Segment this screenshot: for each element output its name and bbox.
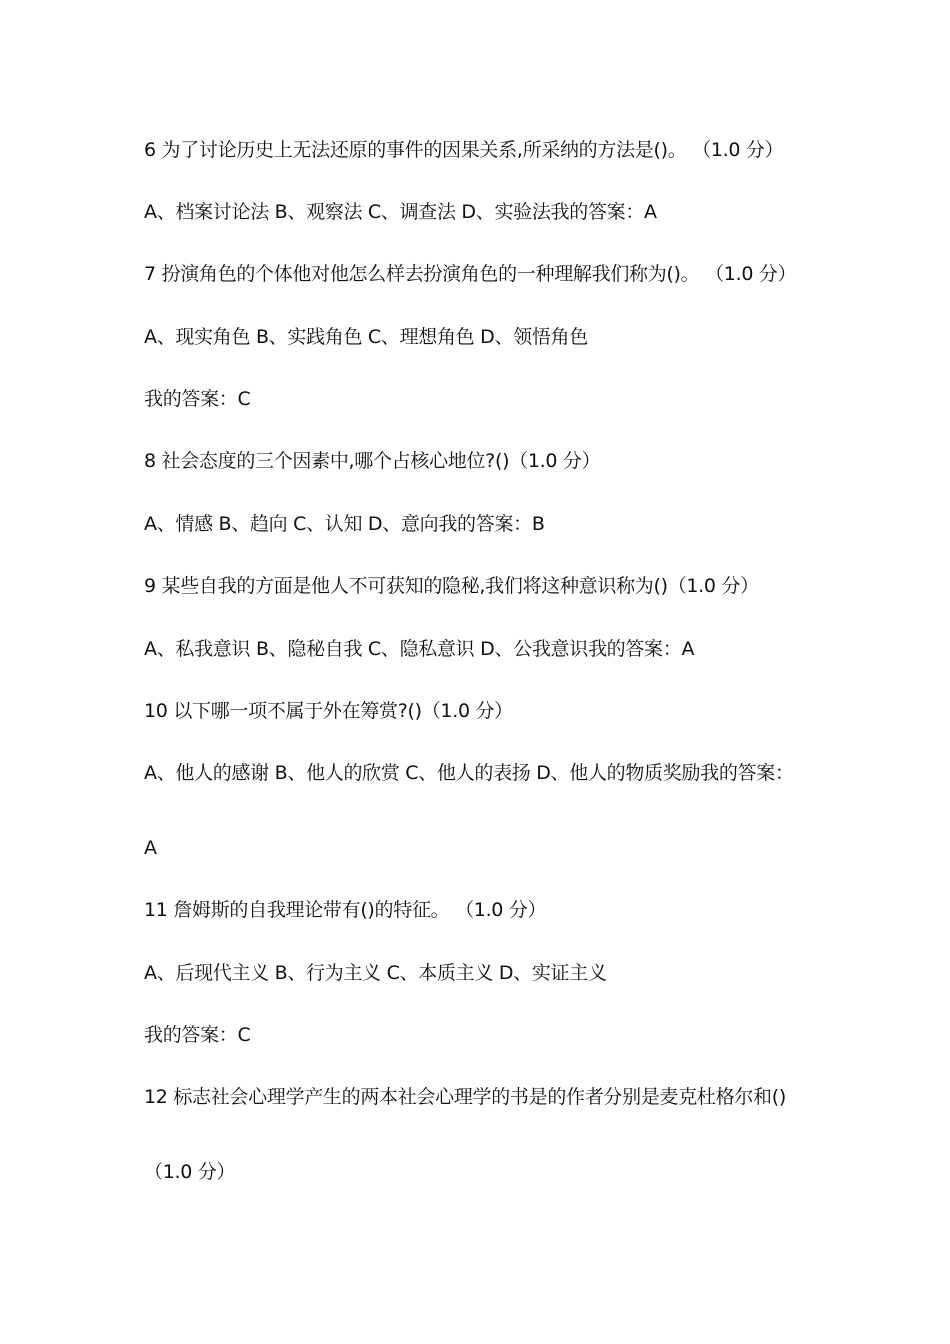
question-11-answer: 我的答案：C <box>144 1024 251 1046</box>
question-10-options: A、他人的感谢 B、他人的欣赏 C、他人的表扬 D、他人的物质奖励我的答案： <box>144 762 794 784</box>
question-8-prompt: 8 社会态度的三个因素中,哪个占核心地位?()（1.0 分） <box>144 450 601 472</box>
question-7-prompt: 7 扮演角色的个体他对他怎么样去扮演角色的一种理解我们称为()。 （1.0 分） <box>144 263 797 285</box>
question-9-prompt: 9 某些自我的方面是他人不可获知的隐秘,我们将这种意识称为()（1.0 分） <box>144 575 759 597</box>
question-12-score: （1.0 分） <box>144 1161 236 1183</box>
question-11-options: A、后现代主义 B、行为主义 C、本质主义 D、实证主义 <box>144 962 607 984</box>
question-7-options: A、现实角色 B、实践角色 C、理想角色 D、领悟角色 <box>144 326 588 348</box>
question-10-prompt: 10 以下哪一项不属于外在筹赏?()（1.0 分） <box>144 700 513 722</box>
question-6-prompt: 6 为了讨论历史上无法还原的事件的因果关系,所采纳的方法是()。 （1.0 分） <box>144 139 784 161</box>
question-9-options-answer: A、私我意识 B、隐秘自我 C、隐私意识 D、公我意识我的答案：A <box>144 638 695 660</box>
question-10-answer: A <box>144 837 157 859</box>
question-7-answer: 我的答案：C <box>144 388 251 410</box>
question-12-prompt: 12 标志社会心理学产生的两本社会心理学的书是的作者分别是麦克杜格尔和() <box>144 1086 786 1108</box>
question-11-prompt: 11 詹姆斯的自我理论带有()的特征。 （1.0 分） <box>144 899 547 921</box>
question-8-options-answer: A、情感 B、趋向 C、认知 D、意向我的答案：B <box>144 513 545 535</box>
question-6-options-answer: A、档案讨论法 B、观察法 C、调查法 D、实验法我的答案：A <box>144 201 657 223</box>
